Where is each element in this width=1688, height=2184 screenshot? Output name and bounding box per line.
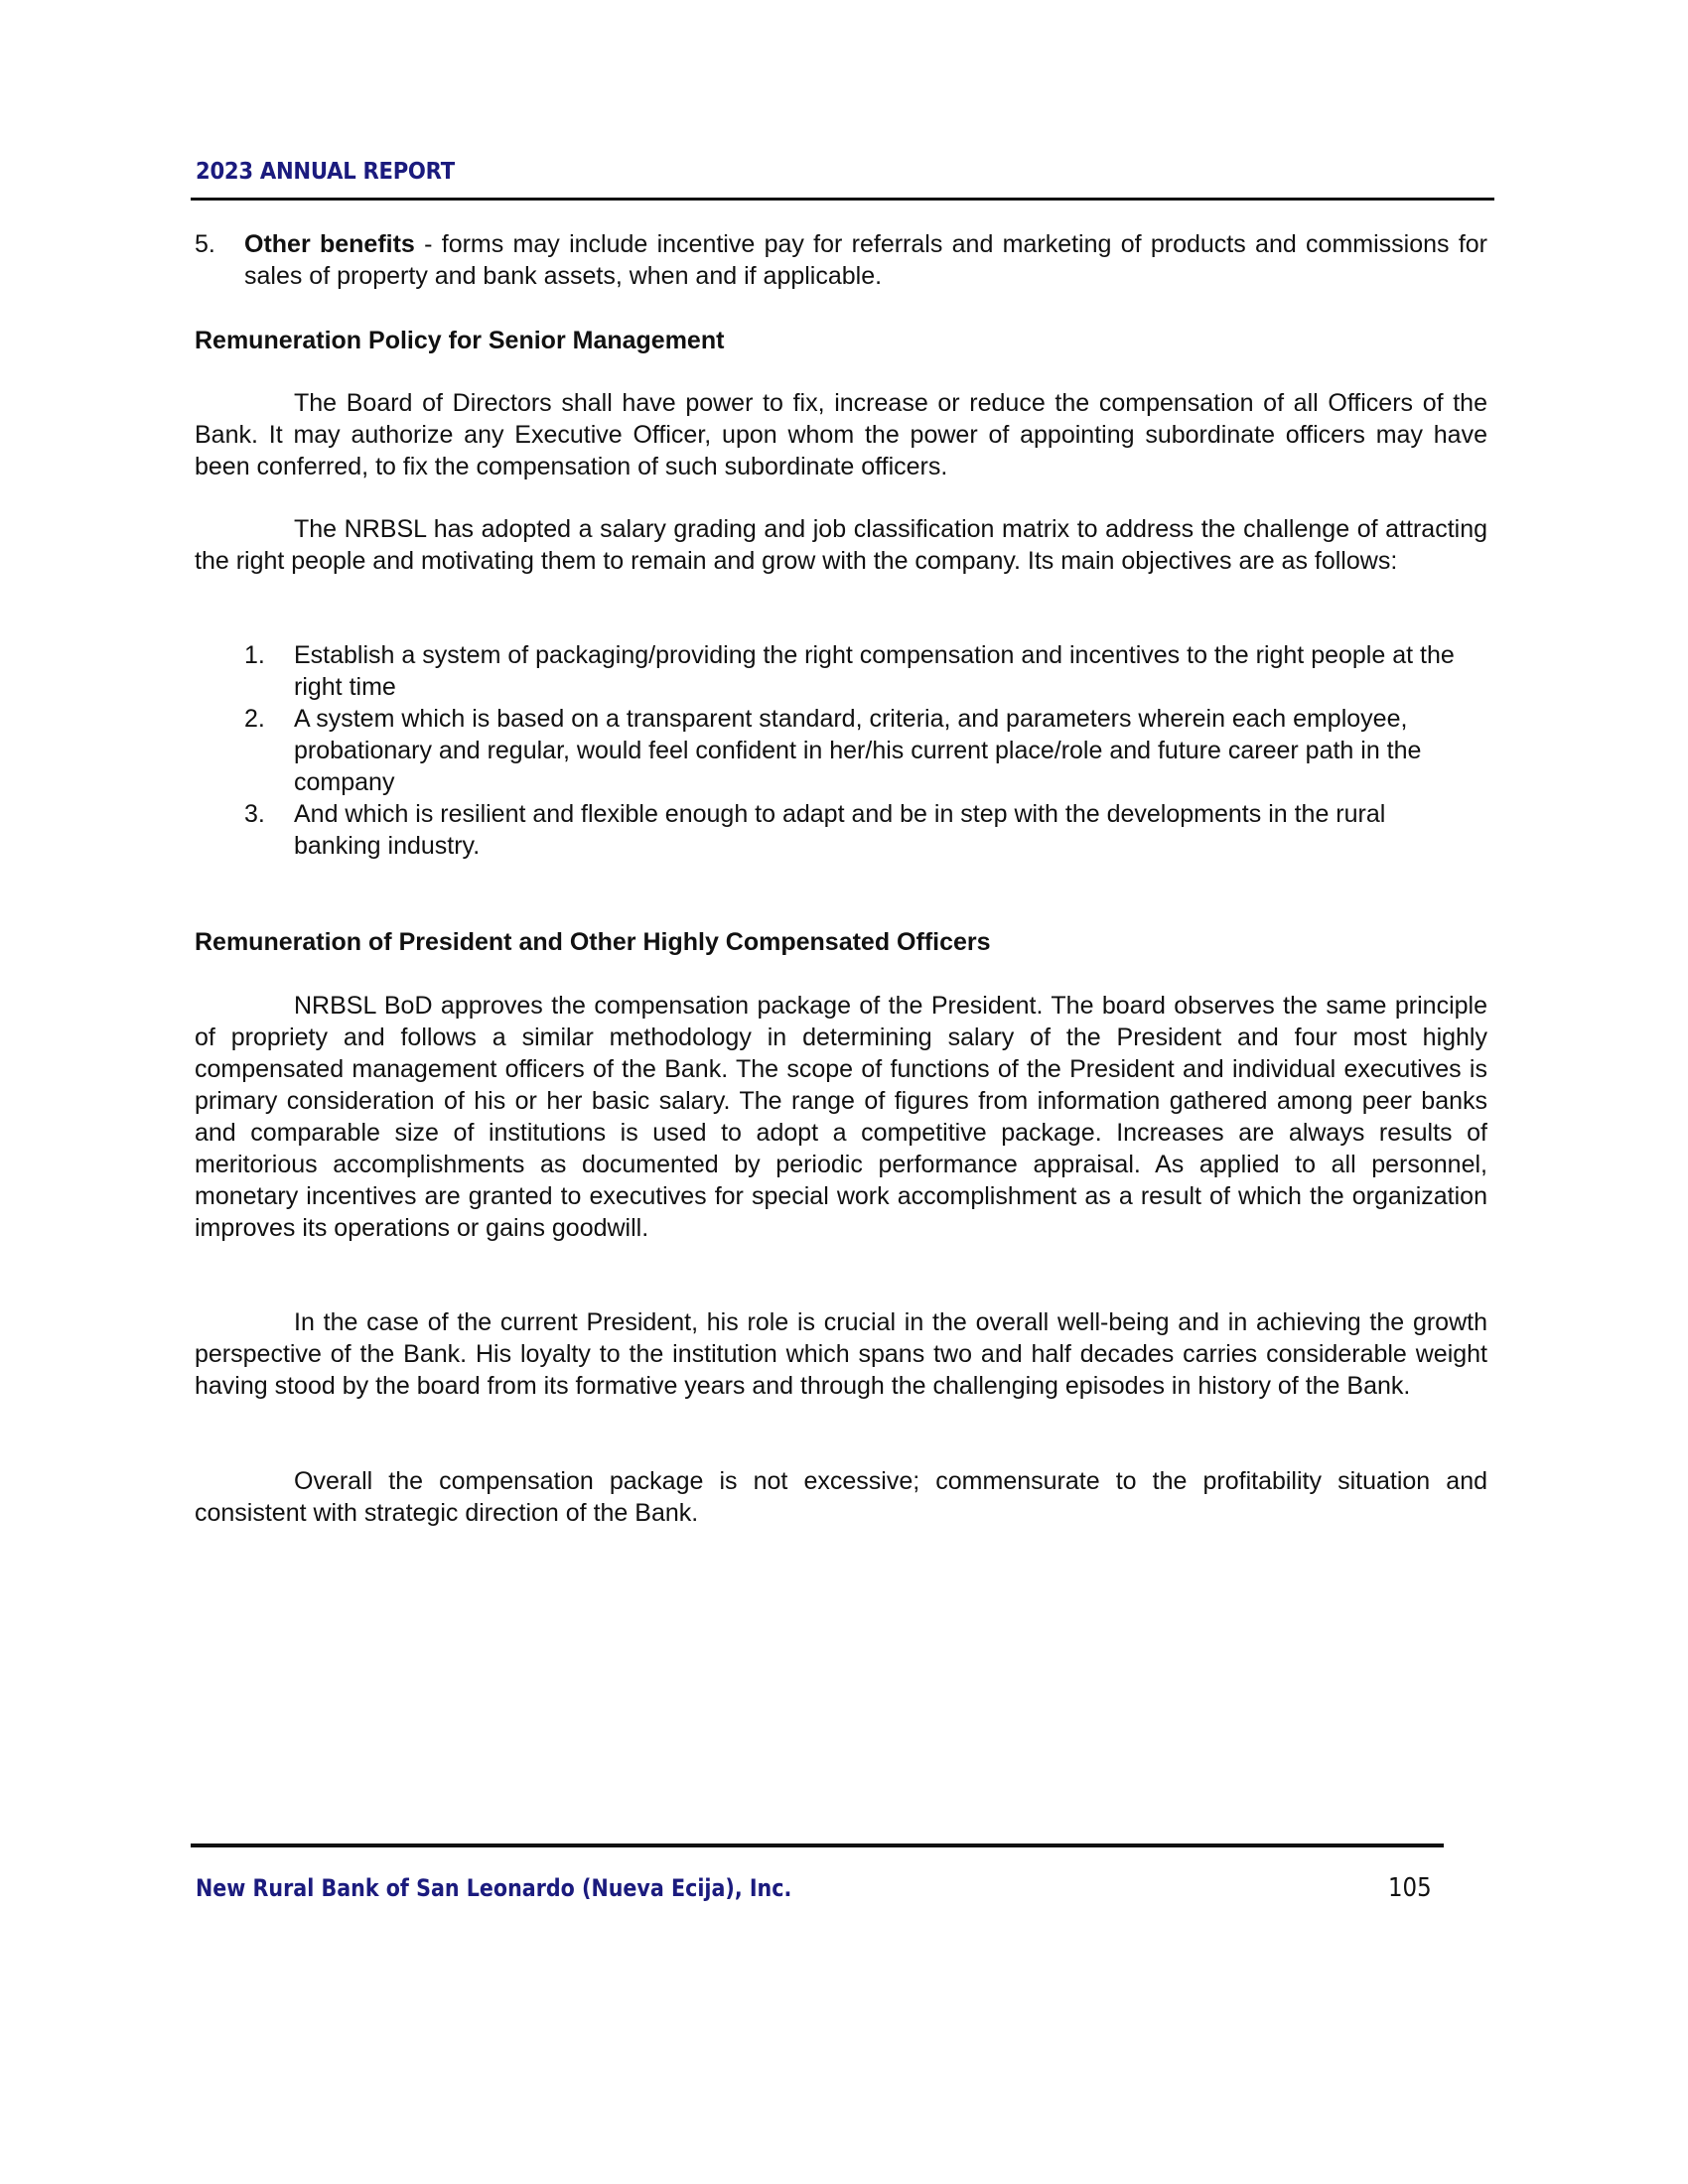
footer-divider — [191, 1843, 1444, 1847]
report-header-title: 2023 ANNUAL REPORT — [196, 159, 455, 185]
paragraph-text: The Board of Directors shall have power to fix, increase or reduce the compensation of all Officers of the Bank. It may authorize any Executive Officer, upon whom the power of appointing subordinate officers may have been conferred, to fix the compensation of such subordinate officers. — [195, 389, 1487, 480]
paragraph-text: In the case of the current President, his role is crucial in the overall well-being and in achieving the growth perspective of the Bank. His loyalty to the institution which spans two and half decades carries considerable weight having stood by the board from its formative years and through the challenging episodes in history of the Bank. — [195, 1308, 1487, 1400]
list-item — [244, 703, 1466, 798]
header-divider — [191, 198, 1494, 201]
paragraph-text: NRBSL BoD approves the compensation package of the President. The board observes the same principle of propriety and follows a similar methodology in determining salary of the President and four most highly compensated management officers of the Bank. The scope of functions of the President and individual executives is primary consideration of his or her basic salary. The range of figures from information gathered among peer banks and comparable size of institutions is used to adopt a competitive package. Increases are always results of meritorious accomplishments as documented by periodic performance appraisal. As applied to all personnel, monetary incentives are granted to executives for special work accomplishment as a result of which the organization improves its operations or gains goodwill. — [195, 992, 1487, 1242]
section-heading-senior-management: Remuneration Policy for Senior Management — [195, 327, 725, 354]
list-item-other-benefits — [195, 228, 1487, 292]
paragraph-text: Overall the compensation package is not excessive; commensurate to the profitability situation and consistent with strategic direction of the Bank. — [195, 1467, 1487, 1527]
paragraph-overall-compensation — [195, 1465, 1487, 1529]
list-item — [244, 798, 1466, 862]
list-text: And which is resilient and flexible enough to adapt and be in step with the developments in the rural banking industry. — [294, 800, 1386, 860]
list-text: A system which is based on a transparent standard, criteria, and parameters wherein each employee, probationary and regular, would feel confident in her/his current place/role and future career path in the company — [294, 705, 1422, 796]
page-number: 105 — [1388, 1873, 1432, 1903]
paragraph-bod-approval — [195, 990, 1487, 1244]
list-text: Establish a system of packaging/providing the right compensation and incentives to the right people at the right time — [294, 641, 1455, 701]
paragraph-salary-grading — [195, 513, 1487, 577]
term-description: - forms may include incentive pay for referrals and marketing of products and commissions for sales of property and bank assets, when and if applicable. — [244, 230, 1487, 290]
term-other-benefits: Other benefits — [244, 230, 415, 258]
list-number: 5. — [195, 230, 215, 258]
paragraph-text: The NRBSL has adopted a salary grading and job classification matrix to address the challenge of attracting the right people and motivating them to remain and grow with the company. Its main objectives are as follows: — [195, 515, 1487, 575]
list-number: 1. — [244, 641, 265, 669]
paragraph-board-powers — [195, 387, 1487, 482]
section-heading-president-remuneration: Remuneration of President and Other Highly Compensated Officers — [195, 928, 991, 956]
objectives-list — [244, 639, 1466, 862]
list-number: 3. — [244, 800, 265, 828]
paragraph-current-president — [195, 1306, 1487, 1402]
footer-organization-name: New Rural Bank of San Leonardo (Nueva Ecija), Inc. — [196, 1874, 792, 1902]
list-number: 2. — [244, 705, 265, 733]
list-item — [244, 639, 1466, 703]
